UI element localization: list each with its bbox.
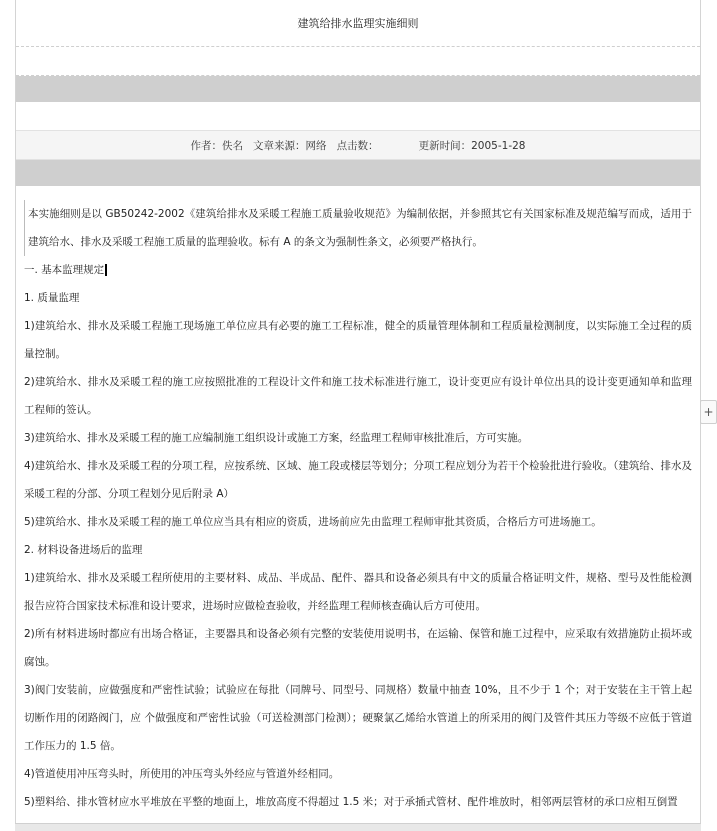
text-cursor	[105, 264, 107, 276]
author-label: 作者：佚名	[190, 139, 244, 152]
source-label: 文章来源：网络	[253, 139, 327, 152]
section-heading: 一. 基本监理规定	[24, 256, 692, 284]
paragraph: 3)阀门安装前，应做强度和严密性试验；试验应在每批（同牌号、同型号、同规格）数量中抽查 10%，且不少于 1 个；对于安装在主干管上起切断作用的闭路阀门，应 个做强度和严密性试验（可送检测部门检测）；硬聚氯乙烯给水管道上的所采用的阀门及管件其压力等级不应低于管道工作压力的 1.5 倍。	[24, 684, 692, 752]
paragraph: 4)建筑给水、排水及采暖工程的分项工程，应按系统、区域、施工段或楼层等划分；分项工程应划分为若干个检验批进行验收。（建筑给、排水及采暖工程的分部、分项工程划分见后附录 A）	[24, 460, 692, 500]
expand-icon[interactable]: +	[700, 400, 717, 424]
page-title: 建筑给排水监理实施细则	[16, 0, 700, 47]
paragraph: 2)建筑给水、排水及采暖工程的施工应按照批准的工程设计文件和施工技术标准进行施工，设计变更应有设计单位出具的设计变更通知单和监理工程师的签认。	[24, 376, 692, 416]
article-body[interactable]	[16, 186, 700, 816]
paragraph: 1)建筑给水、排水及采暖工程所使用的主要材料、成品、半成品、配件、器具和设备必须具有中文的质量合格证明文件，规格、型号及性能检测报告应符合国家技术标准和设计要求，进场时应做检查验收，并经监理工程师核查确认后方可使用。	[24, 572, 692, 612]
gray-separator-bar	[16, 160, 700, 186]
paragraph: 1)建筑给水、排水及采暖工程施工现场施工单位应具有必要的施工工程标准，健全的质量管理体制和工程质量检测制度，以实际施工全过程的质量控制。	[24, 320, 692, 360]
subsection-heading: 1. 质量监理	[24, 292, 80, 304]
spacer-row	[16, 102, 700, 130]
updated-label: 更新时间：2005-1-28	[418, 139, 526, 152]
paragraph: 4)管道使用冲压弯头时，所使用的冲压弯头外经应与管道外经相同。	[24, 768, 340, 780]
article-meta	[16, 130, 700, 160]
subsection-heading: 2. 材料设备进场后的监理	[24, 544, 143, 556]
document-page	[15, 0, 701, 823]
paragraph: 5)建筑给水、排水及采暖工程的施工单位应当具有相应的资质，进场前应先由监理工程师审批其资质，合格后方可进场施工。	[24, 516, 602, 528]
clicks-label: 点击数：	[336, 139, 379, 152]
intro-paragraph: 本实施细则是以 GB50242-2002《建筑给排水及采暖工程施工质量验收规范》为编制依据，并参照其它有关国家标准及规范编写而成，适用于建筑给水、排水及采暖工程施工质量的监理验收。标有 A 的条文为强制性条文，必须要严格执行。	[24, 200, 692, 256]
paragraph: 5)塑料给、排水管材应水平堆放在平整的地面上，堆放高度不得超过 1.5 米；对于承插式管材、配件堆放时，相邻两层管材的承口应相互倒置	[24, 796, 678, 808]
gray-separator-bar	[16, 76, 700, 102]
paragraph: 3)建筑给水、排水及采暖工程的施工应编制施工组织设计或施工方案，经监理工程师审核批准后，方可实施。	[24, 432, 529, 444]
spacer-row	[16, 47, 700, 76]
paragraph: 2)所有材料进场时都应有出场合格证，主要器具和设备必须有完整的安装使用说明书，在运输、保管和施工过程中，应采取有效措施防止损坏或腐蚀。	[24, 628, 692, 668]
